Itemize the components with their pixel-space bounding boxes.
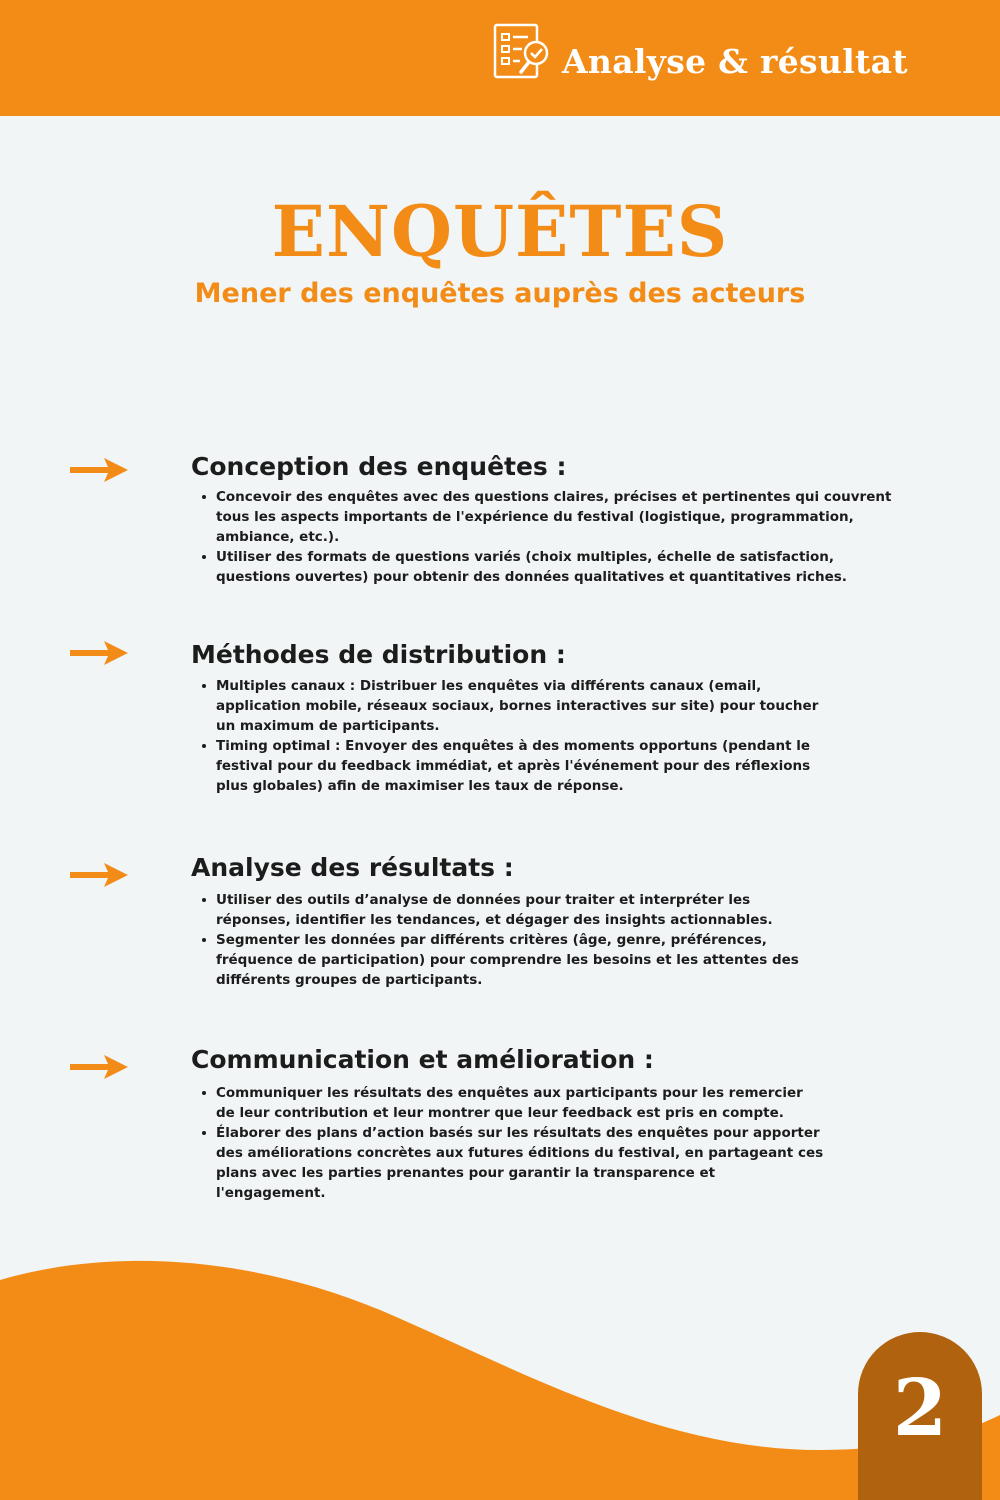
bullet-list: [200, 890, 825, 990]
list-item: Utiliser des outils d’analyse de données pour traiter et interpréter les réponses, identifier les tendances, et dégager des insights actionnables.: [200, 890, 825, 930]
page-number-badge: [858, 1332, 982, 1500]
survey-checklist-icon: [492, 22, 552, 88]
header-title: Analyse & résultat: [562, 42, 908, 81]
page-number: 2: [892, 1363, 948, 1454]
section-heading: Communication et amélioration :: [191, 1045, 654, 1074]
list-item: Segmenter les données par différents critères (âge, genre, préférences, fréquence de participation) pour comprendre les besoins et les attentes des différents groupes de participants.: [200, 930, 825, 990]
list-item: Communiquer les résultats des enquêtes aux participants pour les remercier de leur contribution et leur montrer que leur feedback est pris en compte.: [200, 1083, 825, 1123]
bullet-list: [200, 487, 900, 587]
header-bar: [0, 0, 1000, 116]
page-subtitle: Mener des enquêtes auprès des acteurs: [194, 278, 806, 309]
arrow-right-icon: [68, 638, 130, 668]
list-item: Concevoir des enquêtes avec des questions claires, précises et pertinentes qui couvrent tous les aspects importants de l'expérience du festival (logistique, programmation, ambiance, etc.).: [200, 487, 900, 547]
arrow-right-icon: [68, 860, 130, 890]
footer-wave: [0, 1250, 1000, 1500]
list-item: Élaborer des plans d’action basés sur les résultats des enquêtes pour apporter des améliorations concrètes aux futures éditions du festival, en partageant ces plans avec les parties prenantes pour garantir la transparence et l'engagement.: [200, 1123, 825, 1203]
list-item: Timing optimal : Envoyer des enquêtes à des moments opportuns (pendant le festival pour du feedback immédiat, et après l'événement pour des réflexions plus globales) afin de maximiser les taux de réponse.: [200, 736, 820, 796]
bullet-list: [200, 676, 820, 796]
list-item: Utiliser des formats de questions variés (choix multiples, échelle de satisfaction, questions ouvertes) pour obtenir des données qualitatives et quantitatives riches.: [200, 547, 900, 587]
bullet-list: [200, 1083, 825, 1203]
section-heading: Analyse des résultats :: [191, 853, 514, 882]
list-item: Multiples canaux : Distribuer les enquêtes via différents canaux (email, application mobile, réseaux sociaux, bornes interactives sur site) pour toucher un maximum de participants.: [200, 676, 820, 736]
section-heading: Conception des enquêtes :: [191, 452, 567, 481]
arrow-right-icon: [68, 455, 130, 485]
page-title: ENQUÊTES: [271, 190, 729, 273]
arrow-right-icon: [68, 1052, 130, 1082]
section-heading: Méthodes de distribution :: [191, 640, 566, 669]
